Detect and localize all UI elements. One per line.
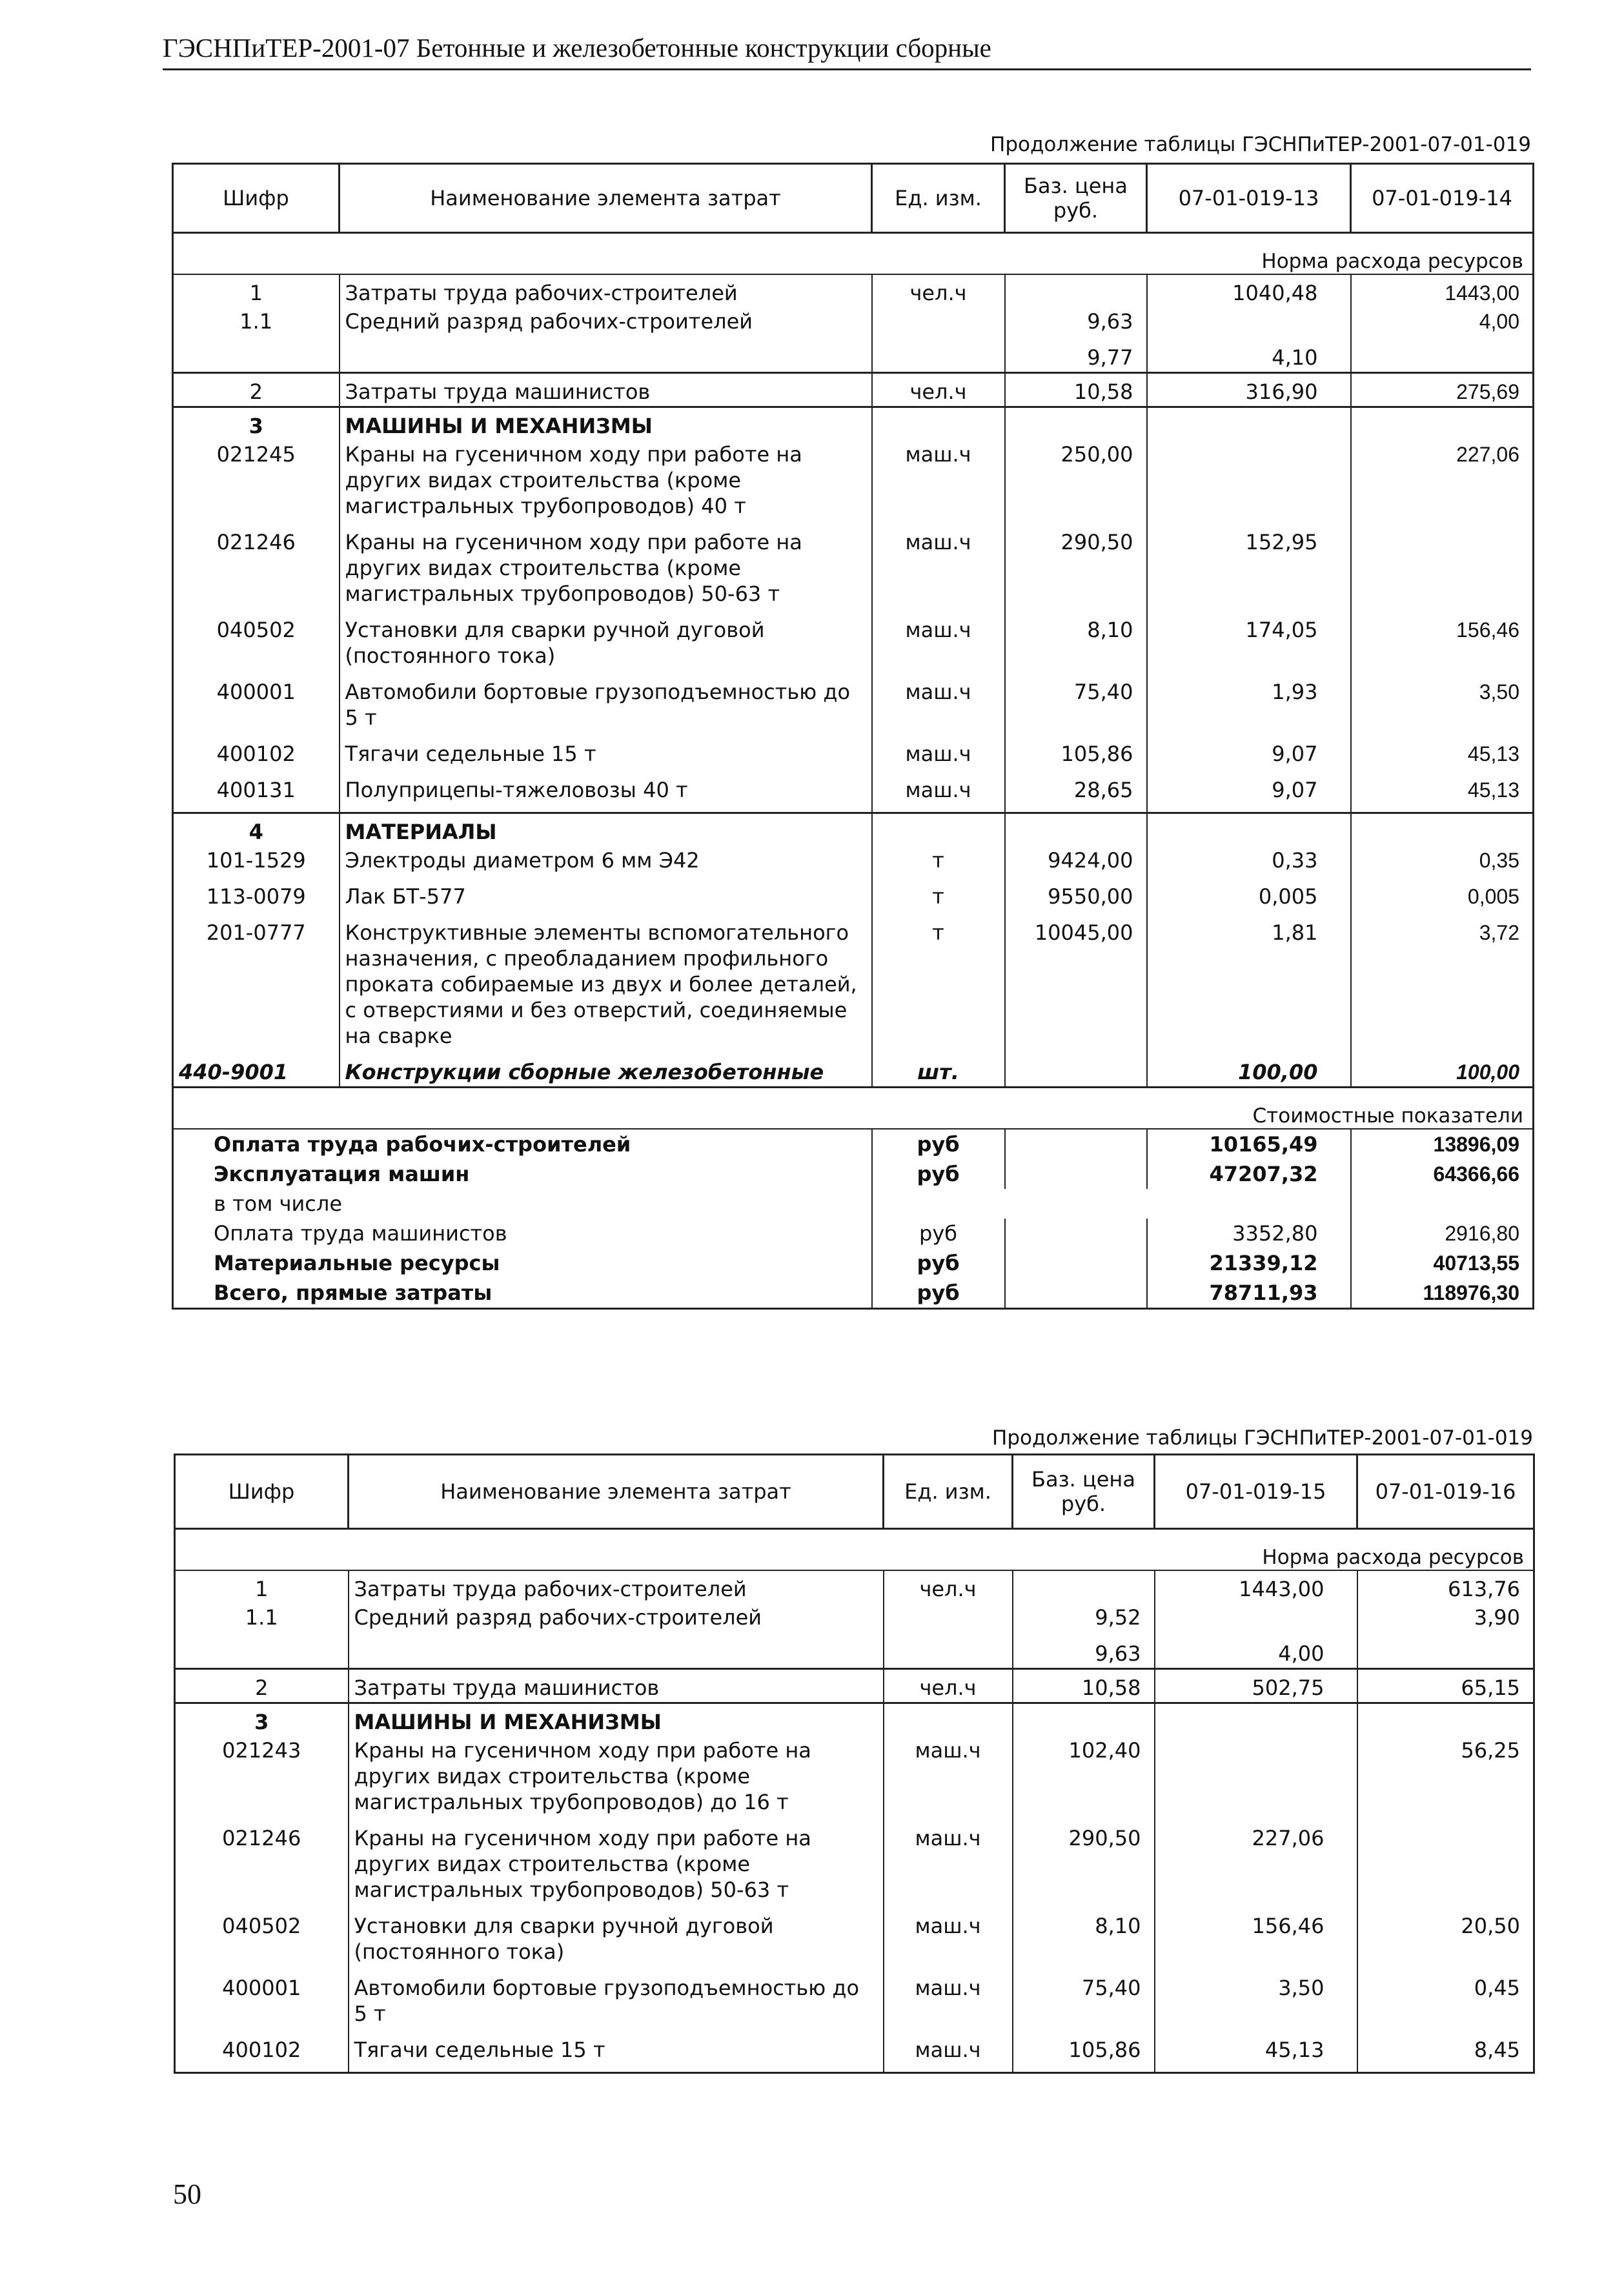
row-code: 1 bbox=[173, 274, 340, 307]
row-name: Установки для сварки ручной дуговой (постоянного тока) bbox=[349, 1912, 884, 1974]
row-price bbox=[1005, 407, 1147, 441]
row-code: 400102 bbox=[173, 740, 340, 776]
column-header-a: 07-01-019-15 bbox=[1155, 1455, 1357, 1529]
row-unit: т bbox=[872, 846, 1005, 882]
row-unit: маш.ч bbox=[872, 740, 1005, 776]
row-value-b: 8,45 bbox=[1357, 2036, 1534, 2073]
table-row bbox=[173, 373, 1534, 407]
row-unit bbox=[872, 813, 1005, 847]
row-unit: маш.ч bbox=[872, 440, 1005, 528]
table-row bbox=[175, 1974, 1534, 2036]
row-price: 8,10 bbox=[1013, 1912, 1155, 1974]
cost-row-value-a: 78711,93 bbox=[1147, 1278, 1351, 1309]
row-value-a bbox=[1147, 407, 1351, 441]
column-header-b: 07-01-019-14 bbox=[1351, 164, 1534, 233]
row-value-b bbox=[1351, 528, 1534, 616]
row-price: 9424,00 bbox=[1005, 846, 1147, 882]
row-value-a: 174,05 bbox=[1147, 616, 1351, 678]
row-price: 9,63 bbox=[1005, 307, 1147, 343]
cost-row-value-b: 40713,55 bbox=[1351, 1248, 1534, 1278]
row-name bbox=[340, 343, 872, 373]
row-value-b: 275,69 bbox=[1351, 373, 1534, 407]
cost-row-value-b: 118976,30 bbox=[1351, 1278, 1534, 1309]
row-unit: шт. bbox=[872, 1058, 1005, 1088]
row-value-b: 156,46 bbox=[1351, 616, 1534, 678]
row-price: 10,58 bbox=[1005, 373, 1147, 407]
row-name: Установки для сварки ручной дуговой (постоянного тока) bbox=[340, 616, 872, 678]
row-name: Конструкции сборные железобетонные bbox=[340, 1058, 872, 1088]
row-name: Средний разряд рабочих-строителей bbox=[340, 307, 872, 343]
table-row bbox=[173, 776, 1534, 813]
norm-label: Норма расхода ресурсов bbox=[173, 240, 1534, 274]
row-unit bbox=[872, 407, 1005, 441]
cost-row-label: в том числе bbox=[173, 1189, 872, 1219]
row-code: 021246 bbox=[173, 528, 340, 616]
section-heading-row bbox=[175, 1703, 1534, 1737]
cost-row bbox=[173, 1189, 1534, 1219]
table-row bbox=[173, 846, 1534, 882]
cost-row-value-b: 64366,66 bbox=[1351, 1159, 1534, 1189]
row-unit: маш.ч bbox=[884, 1824, 1013, 1912]
row-price bbox=[1005, 1058, 1147, 1088]
section-heading-row bbox=[173, 407, 1534, 441]
row-value-b: 0,45 bbox=[1357, 1974, 1534, 2036]
table-header-row bbox=[173, 164, 1534, 233]
row-name: Затраты труда рабочих-строителей bbox=[340, 274, 872, 307]
row-value-a bbox=[1147, 440, 1351, 528]
row-unit: маш.ч bbox=[872, 678, 1005, 740]
row-value-b: 100,00 bbox=[1351, 1058, 1534, 1088]
row-code: 021243 bbox=[175, 1736, 349, 1824]
column-header-name: Наименование элемента затрат bbox=[349, 1455, 884, 1529]
row-value-a: 3,50 bbox=[1155, 1974, 1357, 2036]
row-unit: маш.ч bbox=[884, 1974, 1013, 2036]
row-code: 021245 bbox=[173, 440, 340, 528]
row-unit: маш.ч bbox=[884, 2036, 1013, 2073]
cost-row-label: Оплата труда рабочих-строителей bbox=[173, 1129, 872, 1159]
resource-table bbox=[174, 1453, 1535, 2074]
row-price: 10045,00 bbox=[1005, 918, 1147, 1058]
row-code bbox=[175, 1639, 349, 1669]
row-value-b bbox=[1357, 1703, 1534, 1737]
row-unit: маш.ч bbox=[872, 528, 1005, 616]
row-unit: маш.ч bbox=[884, 1736, 1013, 1824]
section-heading-row bbox=[173, 813, 1534, 847]
row-name: Тягачи седельные 15 т bbox=[340, 740, 872, 776]
row-value-b: 227,06 bbox=[1351, 440, 1534, 528]
column-header-a: 07-01-019-13 bbox=[1147, 164, 1351, 233]
table-row bbox=[173, 616, 1534, 678]
row-unit bbox=[884, 1703, 1013, 1737]
table-header-row bbox=[175, 1455, 1534, 1529]
row-value-b: 3,90 bbox=[1357, 1603, 1534, 1639]
cost-row bbox=[173, 1278, 1534, 1309]
row-value-b bbox=[1357, 1639, 1534, 1669]
table-row bbox=[173, 678, 1534, 740]
cost-row-label: Эксплуатация машин bbox=[173, 1159, 872, 1189]
row-code: 2 bbox=[175, 1669, 349, 1703]
row-value-a: 1443,00 bbox=[1155, 1570, 1357, 1603]
row-price: 9,77 bbox=[1005, 343, 1147, 373]
row-price bbox=[1013, 1570, 1155, 1603]
row-value-a bbox=[1155, 1703, 1357, 1737]
row-value-b: 613,76 bbox=[1357, 1570, 1534, 1603]
row-code: 3 bbox=[175, 1703, 349, 1737]
row-price: 105,86 bbox=[1005, 740, 1147, 776]
row-name: Конструктивные элементы вспомогательного назначения, с преобладанием профильного проката собираемые из двух и более деталей, с отверстиями и без отверстий, соединяемые на сварке bbox=[340, 918, 872, 1058]
row-value-a: 316,90 bbox=[1147, 373, 1351, 407]
row-value-a: 152,95 bbox=[1147, 528, 1351, 616]
row-value-a bbox=[1155, 1736, 1357, 1824]
row-name: Тягачи седельные 15 т bbox=[349, 2036, 884, 2073]
cost-row-unit: руб bbox=[872, 1248, 1005, 1278]
row-value-b bbox=[1351, 343, 1534, 373]
row-name bbox=[349, 1639, 884, 1669]
row-code: 201-0777 bbox=[173, 918, 340, 1058]
cost-label: Стоимостные показатели bbox=[173, 1095, 1534, 1129]
cost-row-label: Оплата труда машинистов bbox=[173, 1219, 872, 1248]
row-value-b: 45,13 bbox=[1351, 776, 1534, 813]
row-code: 400001 bbox=[175, 1974, 349, 2036]
row-value-a bbox=[1147, 813, 1351, 847]
cost-label-row bbox=[173, 1095, 1534, 1129]
row-unit: чел.ч bbox=[872, 274, 1005, 307]
row-price: 10,58 bbox=[1013, 1669, 1155, 1703]
row-value-b: 0,005 bbox=[1351, 882, 1534, 918]
cost-row-unit bbox=[872, 1189, 1005, 1219]
row-value-b: 45,13 bbox=[1351, 740, 1534, 776]
row-price: 290,50 bbox=[1005, 528, 1147, 616]
cost-row-value-a: 21339,12 bbox=[1147, 1248, 1351, 1278]
cost-row bbox=[173, 1219, 1534, 1248]
cost-row-unit: руб bbox=[872, 1219, 1005, 1248]
row-price: 290,50 bbox=[1013, 1824, 1155, 1912]
row-value-b: 3,50 bbox=[1351, 678, 1534, 740]
row-value-a: 1,81 bbox=[1147, 918, 1351, 1058]
page-number: 50 bbox=[173, 2178, 201, 2210]
row-name: Затраты труда машинистов bbox=[349, 1669, 884, 1703]
row-value-a bbox=[1147, 307, 1351, 343]
row-name: Краны на гусеничном ходу при работе на других видах строительства (кроме магистральных трубопроводов) до 16 т bbox=[349, 1736, 884, 1824]
row-value-a bbox=[1155, 1603, 1357, 1639]
row-name: Затраты труда рабочих-строителей bbox=[349, 1570, 884, 1603]
row-name: Краны на гусеничном ходу при работе на других видах строительства (кроме магистральных трубопроводов) 50-63 т bbox=[349, 1824, 884, 1912]
row-name: Затраты труда машинистов bbox=[340, 373, 872, 407]
table-row bbox=[175, 2036, 1534, 2073]
row-code: 3 bbox=[173, 407, 340, 441]
row-code: 400131 bbox=[173, 776, 340, 813]
column-header-b: 07-01-019-16 bbox=[1357, 1455, 1534, 1529]
row-unit: маш.ч bbox=[872, 776, 1005, 813]
row-code: 040502 bbox=[175, 1912, 349, 1974]
row-value-a: 156,46 bbox=[1155, 1912, 1357, 1974]
row-code bbox=[173, 343, 340, 373]
row-value-a: 227,06 bbox=[1155, 1824, 1357, 1912]
column-header-code: Шифр bbox=[175, 1455, 349, 1529]
row-price: 9,52 bbox=[1013, 1603, 1155, 1639]
row-code: 2 bbox=[173, 373, 340, 407]
cost-row bbox=[173, 1248, 1534, 1278]
table-row bbox=[173, 918, 1534, 1058]
row-value-b: 4,00 bbox=[1351, 307, 1534, 343]
row-price: 250,00 bbox=[1005, 440, 1147, 528]
table-row bbox=[175, 1603, 1534, 1639]
section-heading: МАТЕРИАЛЫ bbox=[340, 813, 872, 847]
row-name: Полуприцепы-тяжеловозы 40 т bbox=[340, 776, 872, 813]
table-row bbox=[175, 1912, 1534, 1974]
cost-row-value-b: 2916,80 bbox=[1351, 1219, 1534, 1248]
norm-label: Норма расхода ресурсов bbox=[175, 1536, 1534, 1570]
row-unit bbox=[872, 343, 1005, 373]
row-code: 101-1529 bbox=[173, 846, 340, 882]
row-unit: чел.ч bbox=[884, 1570, 1013, 1603]
row-value-a: 1040,48 bbox=[1147, 274, 1351, 307]
section-heading: МАШИНЫ И МЕХАНИЗМЫ bbox=[349, 1703, 884, 1737]
row-code: 4 bbox=[173, 813, 340, 847]
row-value-b: 20,50 bbox=[1357, 1912, 1534, 1974]
row-code: 1.1 bbox=[173, 307, 340, 343]
cost-row-unit: руб bbox=[872, 1129, 1005, 1159]
row-value-a: 0,005 bbox=[1147, 882, 1351, 918]
cost-row-value-b: 13896,09 bbox=[1351, 1129, 1534, 1159]
row-value-a: 9,07 bbox=[1147, 776, 1351, 813]
row-unit: маш.ч bbox=[884, 1912, 1013, 1974]
table-row bbox=[173, 528, 1534, 616]
row-value-a: 4,00 bbox=[1155, 1639, 1357, 1669]
row-code: 1 bbox=[175, 1570, 349, 1603]
row-code: 021246 bbox=[175, 1824, 349, 1912]
row-value-a: 45,13 bbox=[1155, 2036, 1357, 2073]
row-value-a: 502,75 bbox=[1155, 1669, 1357, 1703]
column-header-unit: Ед. изм. bbox=[884, 1455, 1013, 1529]
row-price bbox=[1013, 1703, 1155, 1737]
row-price: 28,65 bbox=[1005, 776, 1147, 813]
row-unit bbox=[884, 1639, 1013, 1669]
table-caption: Продолжение таблицы ГЭСНПиТЕР-2001-07-01-019 bbox=[990, 133, 1531, 156]
row-unit: чел.ч bbox=[872, 373, 1005, 407]
table-row bbox=[175, 1570, 1534, 1603]
table-caption: Продолжение таблицы ГЭСНПиТЕР-2001-07-01-019 bbox=[992, 1426, 1533, 1450]
row-value-a: 1,93 bbox=[1147, 678, 1351, 740]
table-row bbox=[175, 1639, 1534, 1669]
row-value-b: 3,72 bbox=[1351, 918, 1534, 1058]
norm-label-row bbox=[175, 1536, 1534, 1570]
row-value-b: 1443,00 bbox=[1351, 274, 1534, 307]
table-row bbox=[173, 274, 1534, 307]
row-value-b bbox=[1351, 407, 1534, 441]
column-header-unit: Ед. изм. bbox=[872, 164, 1005, 233]
row-value-b: 56,25 bbox=[1357, 1736, 1534, 1824]
cost-row-unit: руб bbox=[872, 1278, 1005, 1309]
cost-row-label: Материальные ресурсы bbox=[173, 1248, 872, 1278]
table-row bbox=[175, 1669, 1534, 1703]
row-price: 75,40 bbox=[1013, 1974, 1155, 2036]
row-value-a: 9,07 bbox=[1147, 740, 1351, 776]
table-row bbox=[173, 343, 1534, 373]
resource-table bbox=[172, 163, 1534, 1310]
row-value-b bbox=[1351, 813, 1534, 847]
row-price: 9550,00 bbox=[1005, 882, 1147, 918]
cost-row-value-a: 10165,49 bbox=[1147, 1129, 1351, 1159]
cost-row-label: Всего, прямые затраты bbox=[173, 1278, 872, 1309]
cost-row bbox=[173, 1159, 1534, 1189]
norm-label-row bbox=[173, 240, 1534, 274]
row-code: 113-0079 bbox=[173, 882, 340, 918]
row-price bbox=[1005, 274, 1147, 307]
row-code: 440-9001 bbox=[173, 1058, 340, 1088]
table-row bbox=[173, 882, 1534, 918]
row-value-a: 0,33 bbox=[1147, 846, 1351, 882]
row-value-a: 4,10 bbox=[1147, 343, 1351, 373]
row-price: 105,86 bbox=[1013, 2036, 1155, 2073]
row-price: 9,63 bbox=[1013, 1639, 1155, 1669]
table-row bbox=[173, 740, 1534, 776]
table-row bbox=[173, 440, 1534, 528]
table-row bbox=[175, 1824, 1534, 1912]
cost-row-value-a bbox=[1147, 1189, 1351, 1219]
row-value-b bbox=[1357, 1824, 1534, 1912]
table-row bbox=[173, 1058, 1534, 1088]
row-name: Автомобили бортовые грузоподъемностью до 5 т bbox=[349, 1974, 884, 2036]
page-header: ГЭСНПиТЕР-2001-07 Бетонные и железобетонные конструкции сборные bbox=[163, 30, 1531, 70]
cost-row-value-a: 47207,32 bbox=[1147, 1159, 1351, 1189]
row-value-b: 65,15 bbox=[1357, 1669, 1534, 1703]
row-unit: маш.ч bbox=[872, 616, 1005, 678]
column-header-code: Шифр bbox=[173, 164, 340, 233]
cost-row-unit: руб bbox=[872, 1159, 1005, 1189]
row-value-a: 100,00 bbox=[1147, 1058, 1351, 1088]
row-price: 8,10 bbox=[1005, 616, 1147, 678]
cost-row bbox=[173, 1129, 1534, 1159]
column-header-price: Баз. цена руб. bbox=[1005, 164, 1147, 233]
row-unit bbox=[872, 307, 1005, 343]
row-unit: чел.ч bbox=[884, 1669, 1013, 1703]
row-unit: т bbox=[872, 918, 1005, 1058]
row-name: Краны на гусеничном ходу при работе на других видах строительства (кроме магистральных трубопроводов) 50-63 т bbox=[340, 528, 872, 616]
row-name: Лак БТ-577 bbox=[340, 882, 872, 918]
row-price: 75,40 bbox=[1005, 678, 1147, 740]
table-row bbox=[173, 307, 1534, 343]
cost-row-value-b bbox=[1351, 1189, 1534, 1219]
column-header-name: Наименование элемента затрат bbox=[340, 164, 872, 233]
row-code: 400001 bbox=[173, 678, 340, 740]
row-name: Краны на гусеничном ходу при работе на других видах строительства (кроме магистральных трубопроводов) 40 т bbox=[340, 440, 872, 528]
section-heading: МАШИНЫ И МЕХАНИЗМЫ bbox=[340, 407, 872, 441]
row-value-b: 0,35 bbox=[1351, 846, 1534, 882]
row-unit bbox=[884, 1603, 1013, 1639]
table-row bbox=[175, 1736, 1534, 1824]
row-code: 400102 bbox=[175, 2036, 349, 2073]
row-code: 040502 bbox=[173, 616, 340, 678]
cost-row-value-a: 3352,80 bbox=[1147, 1219, 1351, 1248]
row-code: 1.1 bbox=[175, 1603, 349, 1639]
row-name: Автомобили бортовые грузоподъемностью до 5 т bbox=[340, 678, 872, 740]
row-name: Средний разряд рабочих-строителей bbox=[349, 1603, 884, 1639]
column-header-price: Баз. цена руб. bbox=[1013, 1455, 1155, 1529]
row-name: Электроды диаметром 6 мм Э42 bbox=[340, 846, 872, 882]
row-price: 102,40 bbox=[1013, 1736, 1155, 1824]
row-unit: т bbox=[872, 882, 1005, 918]
row-price bbox=[1005, 813, 1147, 847]
